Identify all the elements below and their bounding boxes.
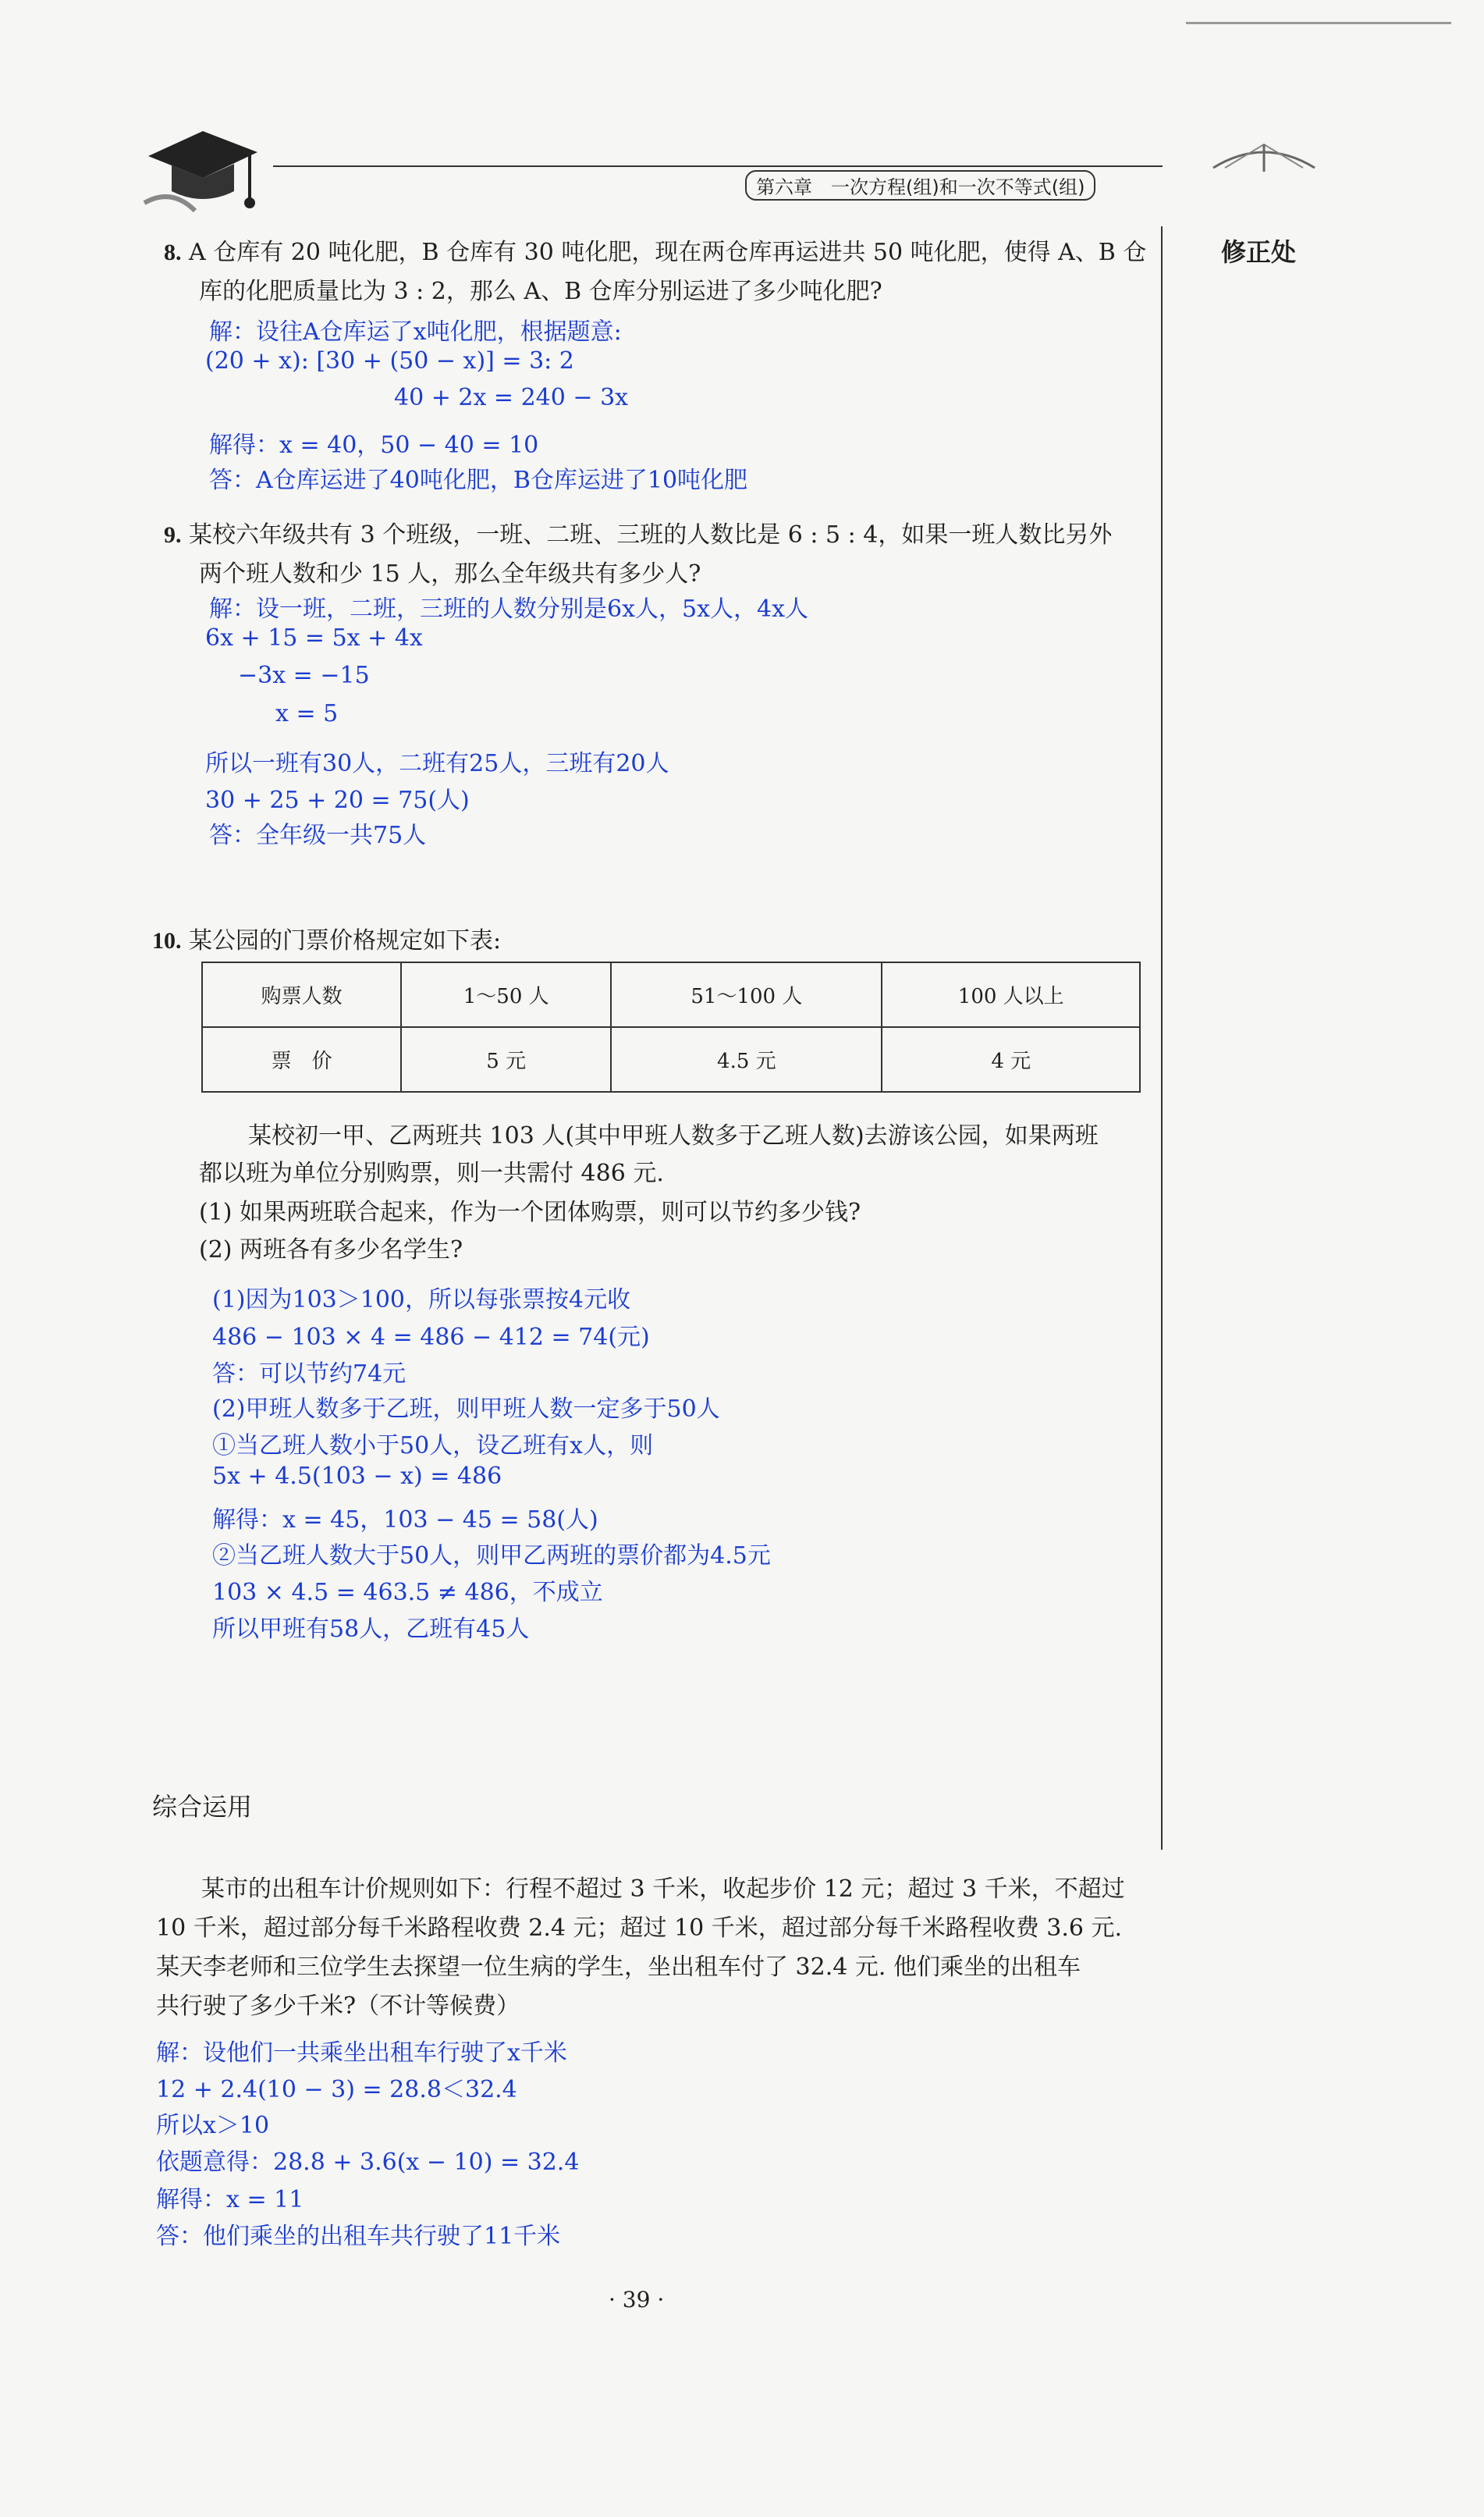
answer-line: 30 + 25 + 20 = 75(人)	[205, 787, 470, 814]
table-cell: 购票人数	[202, 962, 401, 1027]
section-title: 综合运用	[152, 1792, 253, 1822]
question-9	[164, 515, 1112, 549]
answer-line: 486 − 103 × 4 = 486 − 412 = 74(元)	[212, 1324, 650, 1351]
answer-line: 所以甲班有58人，乙班有45人	[212, 1616, 530, 1643]
question-text: 某校六年级共有 3 个班级，一班、二班、三班的人数比是 6 : 5 : 4，如果一班人数比另外	[189, 521, 1113, 549]
question-text: 两个班人数和少 15 人，那么全年级共有多少人?	[199, 560, 701, 588]
answer-line: 6x + 15 = 5x + 4x	[205, 624, 423, 652]
chapter-title: 第六章 一次方程(组)和一次不等式(组)	[745, 170, 1095, 201]
answer-line: 解：设往A仓库运了x吨化肥，根据题意:	[209, 318, 622, 346]
answer-line: 12 + 2.4(10 − 3) = 28.8＜32.4	[156, 2076, 517, 2103]
answer-line: −3x = −15	[238, 662, 370, 689]
page-number: · 39 ·	[609, 2287, 665, 2313]
answer-line: 依题意得：28.8 + 3.6(x − 10) = 32.4	[156, 2149, 580, 2176]
top-edge-line	[1186, 22, 1451, 24]
answer-line: (1)因为103＞100，所以每张票按4元收	[212, 1286, 631, 1314]
question-text: 某公园的门票价格规定如下表:	[189, 927, 502, 955]
answer-line: ②当乙班人数大于50人，则甲乙两班的票价都为4.5元	[212, 1542, 771, 1570]
table-cell: 5 元	[401, 1027, 611, 1092]
answer-line: 解得：x = 40，50 − 40 = 10	[209, 432, 539, 459]
problem-text: 10 千米，超过部分每千米路程收费 2.4 元；超过 10 千米，超过部分每千米路程收费 3.6 元.	[156, 1914, 1123, 1942]
answer-line: ①当乙班人数小于50人，设乙班有x人，则	[212, 1432, 654, 1459]
question-number: 10.	[152, 928, 182, 954]
margin-title: 修正处	[1221, 237, 1297, 267]
question-text: 都以班为单位分别购票，则一共需付 486 元.	[199, 1160, 664, 1187]
table-cell: 4.5 元	[611, 1027, 882, 1092]
answer-line: 解：设一班，二班，三班的人数分别是6x人，5x人，4x人	[209, 595, 809, 623]
answer-line: 解得：x = 11	[156, 2186, 304, 2213]
answer-line: 所以x＞10	[156, 2112, 270, 2139]
problem-text: 某天李老师和三位学生去探望一位生病的学生，坐出租车付了 32.4 元. 他们乘坐的出租车	[156, 1954, 1081, 1981]
answer-line: (20 + x): [30 + (50 − x)] = 3: 2	[205, 347, 574, 375]
question-8	[164, 233, 1146, 267]
table-cell: 100 人以上	[882, 962, 1140, 1027]
problem-text: 某市的出租车计价规则如下：行程不超过 3 千米，收起步价 12 元；超过 3 千米，不超过	[201, 1875, 1125, 1903]
question-10	[152, 921, 501, 955]
answer-line: 答：A仓库运进了40吨化肥，B仓库运进了10吨化肥	[209, 467, 748, 494]
answer-line: 40 + 2x = 240 − 3x	[394, 384, 629, 411]
answer-line: 答：他们乘坐的出租车共行驶了11千米	[156, 2223, 561, 2250]
table-cell: 4 元	[882, 1027, 1140, 1092]
graduation-cap-icon	[140, 117, 265, 226]
question-text: A 仓库有 20 吨化肥，B 仓库有 30 吨化肥，现在两仓库再运进共 50 吨化肥，使得 A、B 仓	[189, 239, 1147, 266]
margin-divider	[1161, 226, 1163, 1850]
answer-line: x = 5	[275, 700, 339, 727]
ticket-price-table	[201, 962, 1141, 1093]
sub-question: (2) 两班各有多少名学生?	[199, 1236, 463, 1264]
header-rule	[273, 165, 1163, 167]
answer-line: 答：全年级一共75人	[209, 822, 427, 849]
problem-text: 共行驶了多少千米?（不计等候费）	[156, 1993, 520, 2020]
answer-line: 解得：x = 45，103 − 45 = 58(人)	[212, 1506, 598, 1534]
question-text: 库的化肥质量比为 3 : 2，那么 A、B 仓库分别运进了多少吨化肥?	[199, 278, 882, 305]
answer-line: 答：可以节约74元	[212, 1360, 407, 1388]
answer-line: 103 × 4.5 = 463.5 ≠ 486，不成立	[212, 1579, 603, 1606]
open-book-icon	[1209, 129, 1319, 176]
answer-line: 所以一班有30人，二班有25人，三班有20人	[205, 750, 669, 777]
answer-line: (2)甲班人数多于乙班，则甲班人数一定多于50人	[212, 1395, 720, 1423]
table-cell: 票 价	[202, 1027, 401, 1092]
answer-line: 解：设他们一共乘坐出租车行驶了x千米	[156, 2039, 567, 2067]
question-text: 某校初一甲、乙两班共 103 人(其中甲班人数多于乙班人数)去游该公园，如果两班	[248, 1122, 1099, 1150]
sub-question: (1) 如果两班联合起来，作为一个团体购票，则可以节约多少钱?	[199, 1199, 861, 1226]
table-cell: 1～50 人	[401, 962, 611, 1027]
table-cell: 51～100 人	[611, 962, 882, 1027]
question-number: 9.	[164, 522, 182, 548]
question-number: 8.	[164, 240, 182, 265]
answer-line: 5x + 4.5(103 − x) = 486	[212, 1463, 502, 1490]
